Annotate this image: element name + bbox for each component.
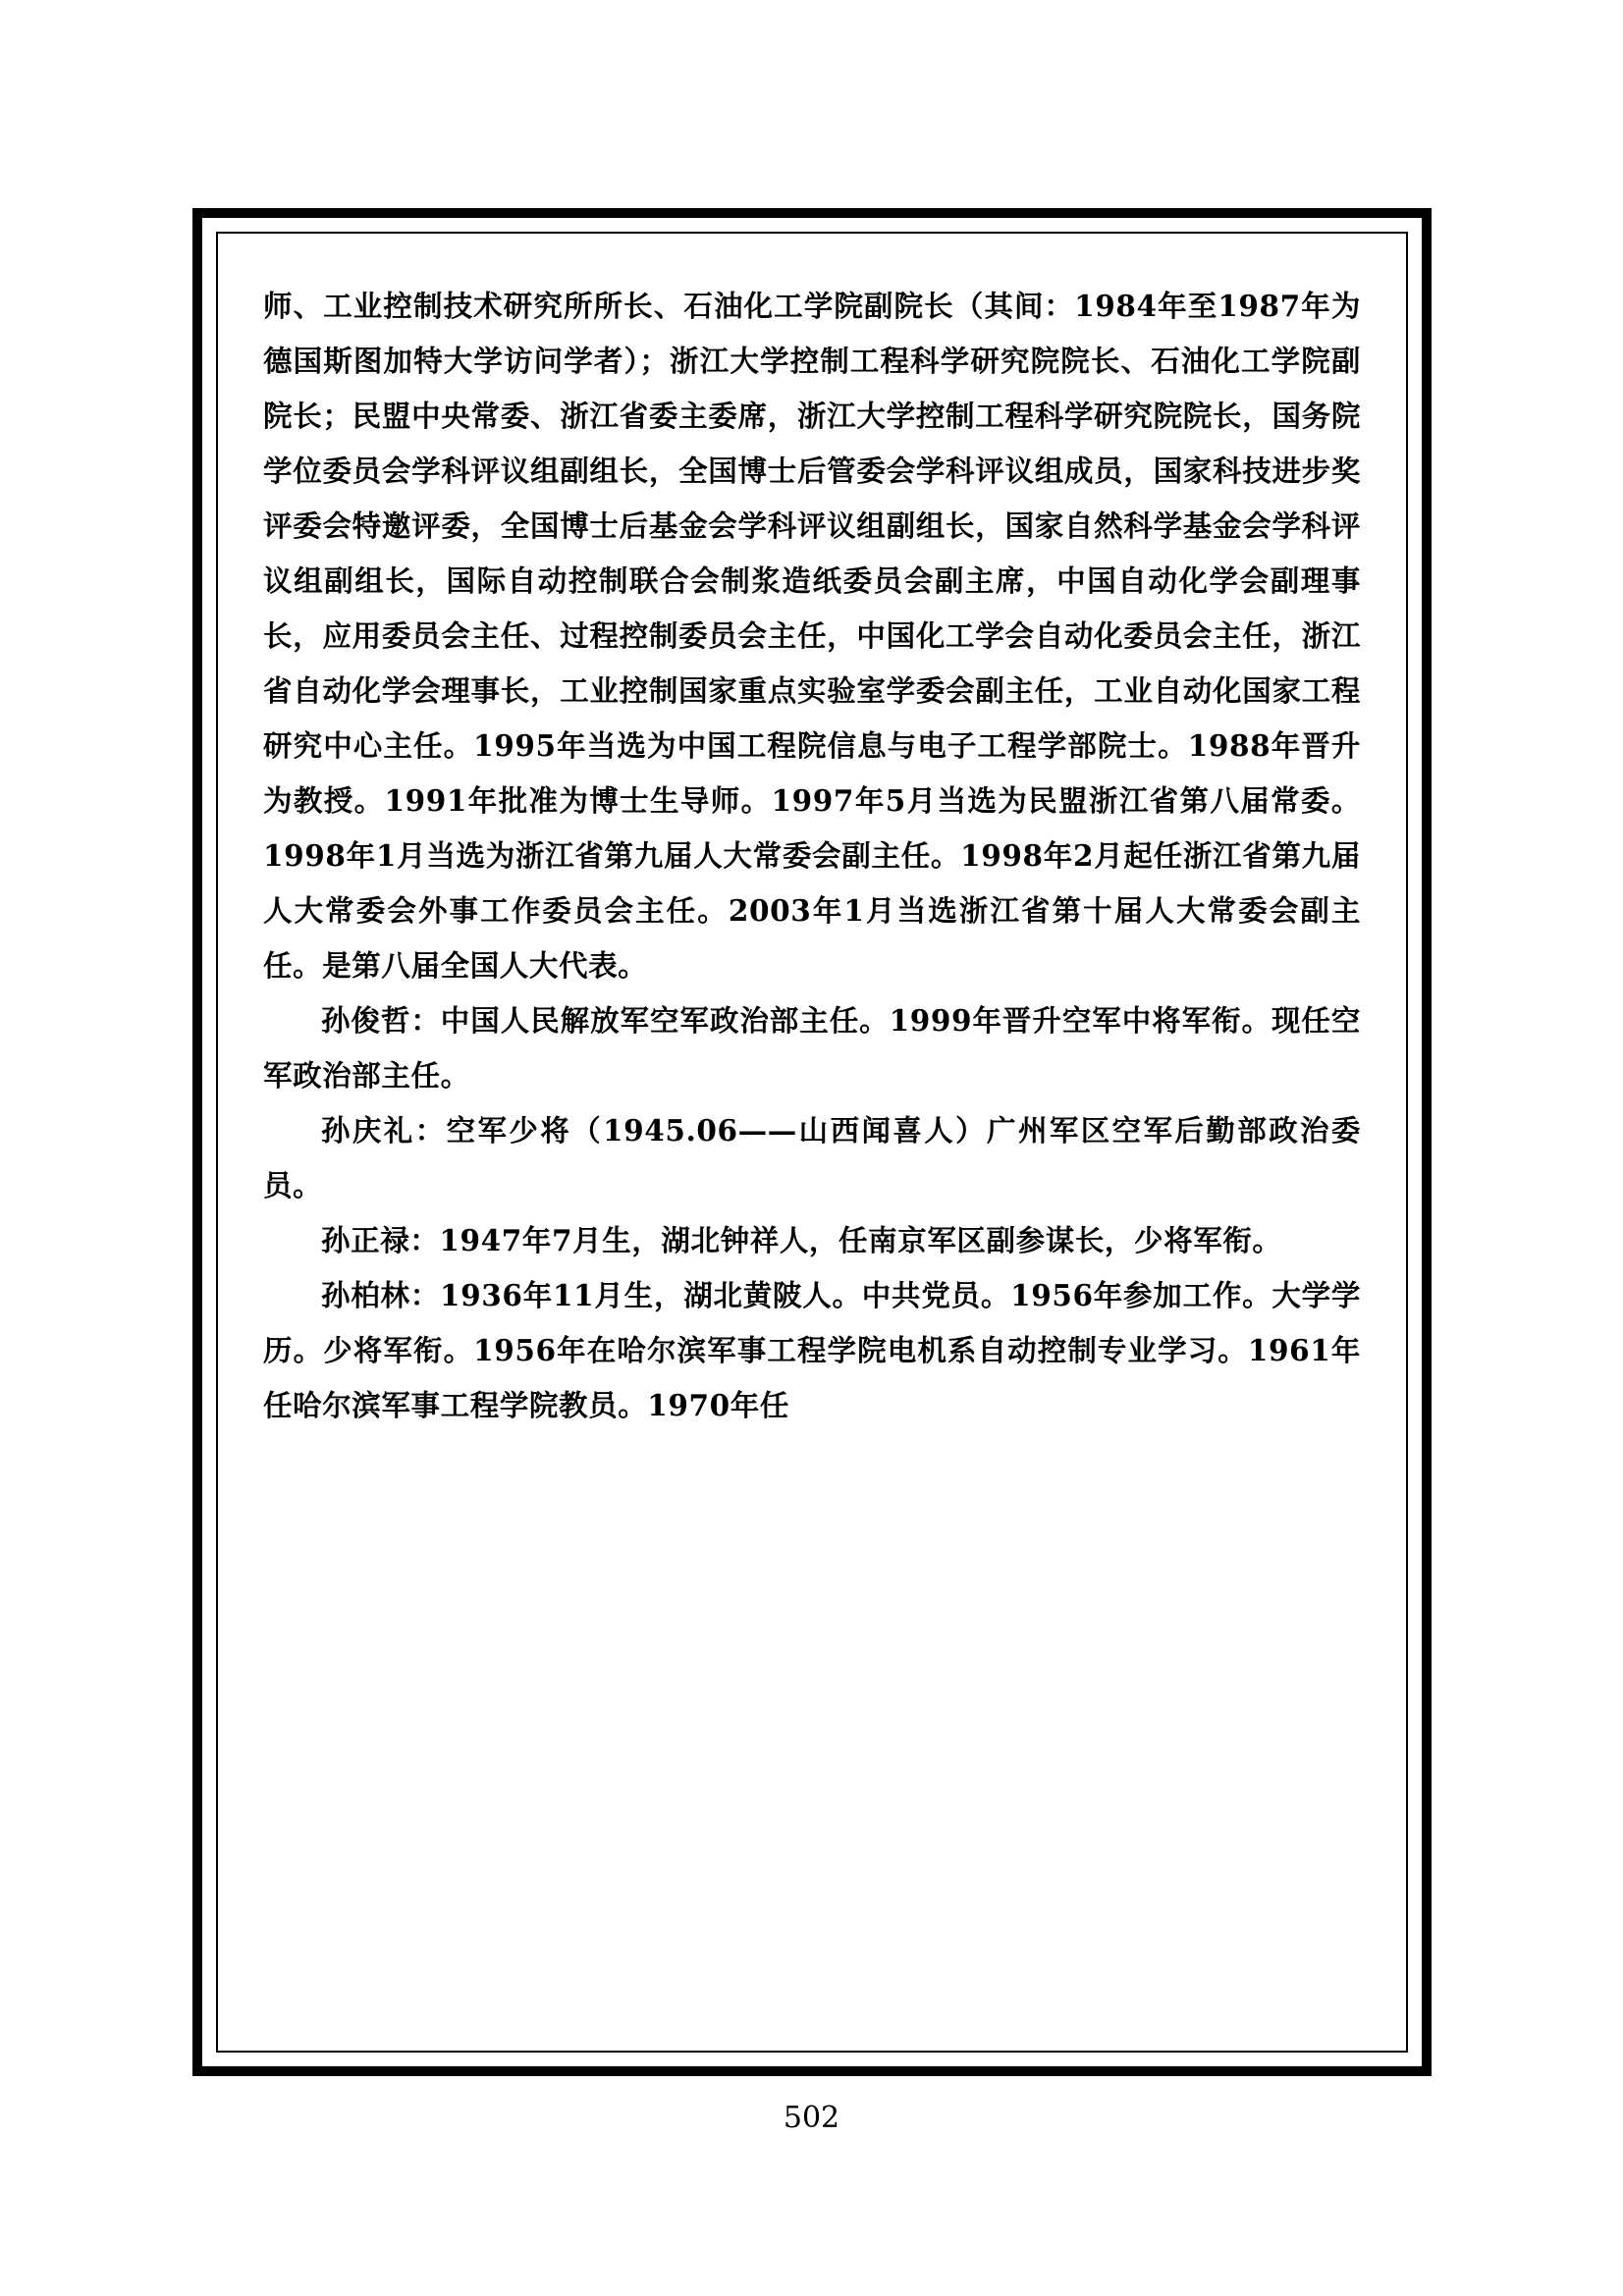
paragraph: 孙柏林：1936年11月生，湖北黄陂人。中共党员。1956年参加工作。大学学历。少将军衔。1956年在哈尔滨军事工程学院电机系自动控制专业学习。1961年任哈尔滨军事工程学院教员。1970年任 bbox=[263, 1278, 1361, 1422]
paragraph: 孙正禄：1947年7月生，湖北钟祥人，任南京军区副参谋长，少将军衔。 bbox=[321, 1223, 1282, 1257]
page-border-inner bbox=[216, 232, 1408, 2053]
body-text bbox=[263, 279, 1361, 2021]
paragraph: 师、工业控制技术研究所所长、石油化工学院副院长（其间：1984年至1987年为德国斯图加特大学访问学者）；浙江大学控制工程科学研究院院长、石油化工学院副院长；民盟中央常委、浙江省委主委席，浙江大学控制工程科学研究院院长，国务院学位委员会学科评议组副组长，全国博士后管委会学科评议组成员，国家科技进步奖评委会特邀评委，全国博士后基金会学科评议组副组长，国家自然科学基金会学科评议组副组长，国际自动控制联合会制浆造纸委员会副主席，中国自动化学会副理事长，应用委员会主任、过程控制委员会主任，中国化工学会自动化委员会主任，浙江省自动化学会理事长，工业控制国家重点实验室学委会副主任，工业自动化国家工程研究中心主任。1995年当选为中国工程院信息与电子工程学部院士。1988年晋升为教授。1991年批准为博士生导师。1997年5月当选为民盟浙江省第八届常委。1998年1月当选为浙江省第九届人大常委会副主任。1998年2月起任浙江省第九届人大常委会外事工作委员会主任。2003年1月当选浙江省第十届人大常委会副主任。是第八届全国人大代表。 bbox=[263, 289, 1361, 983]
paragraph: 孙俊哲：中国人民解放军空军政治部主任。1999年晋升空军中将军衔。现任空军政治部主任。 bbox=[263, 1003, 1361, 1093]
page-number: 502 bbox=[783, 2101, 840, 2135]
paragraph: 孙庆礼：空军少将（1945.06——山西闻喜人）广州军区空军后勤部政治委员。 bbox=[263, 1113, 1361, 1202]
page-border-outer bbox=[192, 208, 1432, 2076]
